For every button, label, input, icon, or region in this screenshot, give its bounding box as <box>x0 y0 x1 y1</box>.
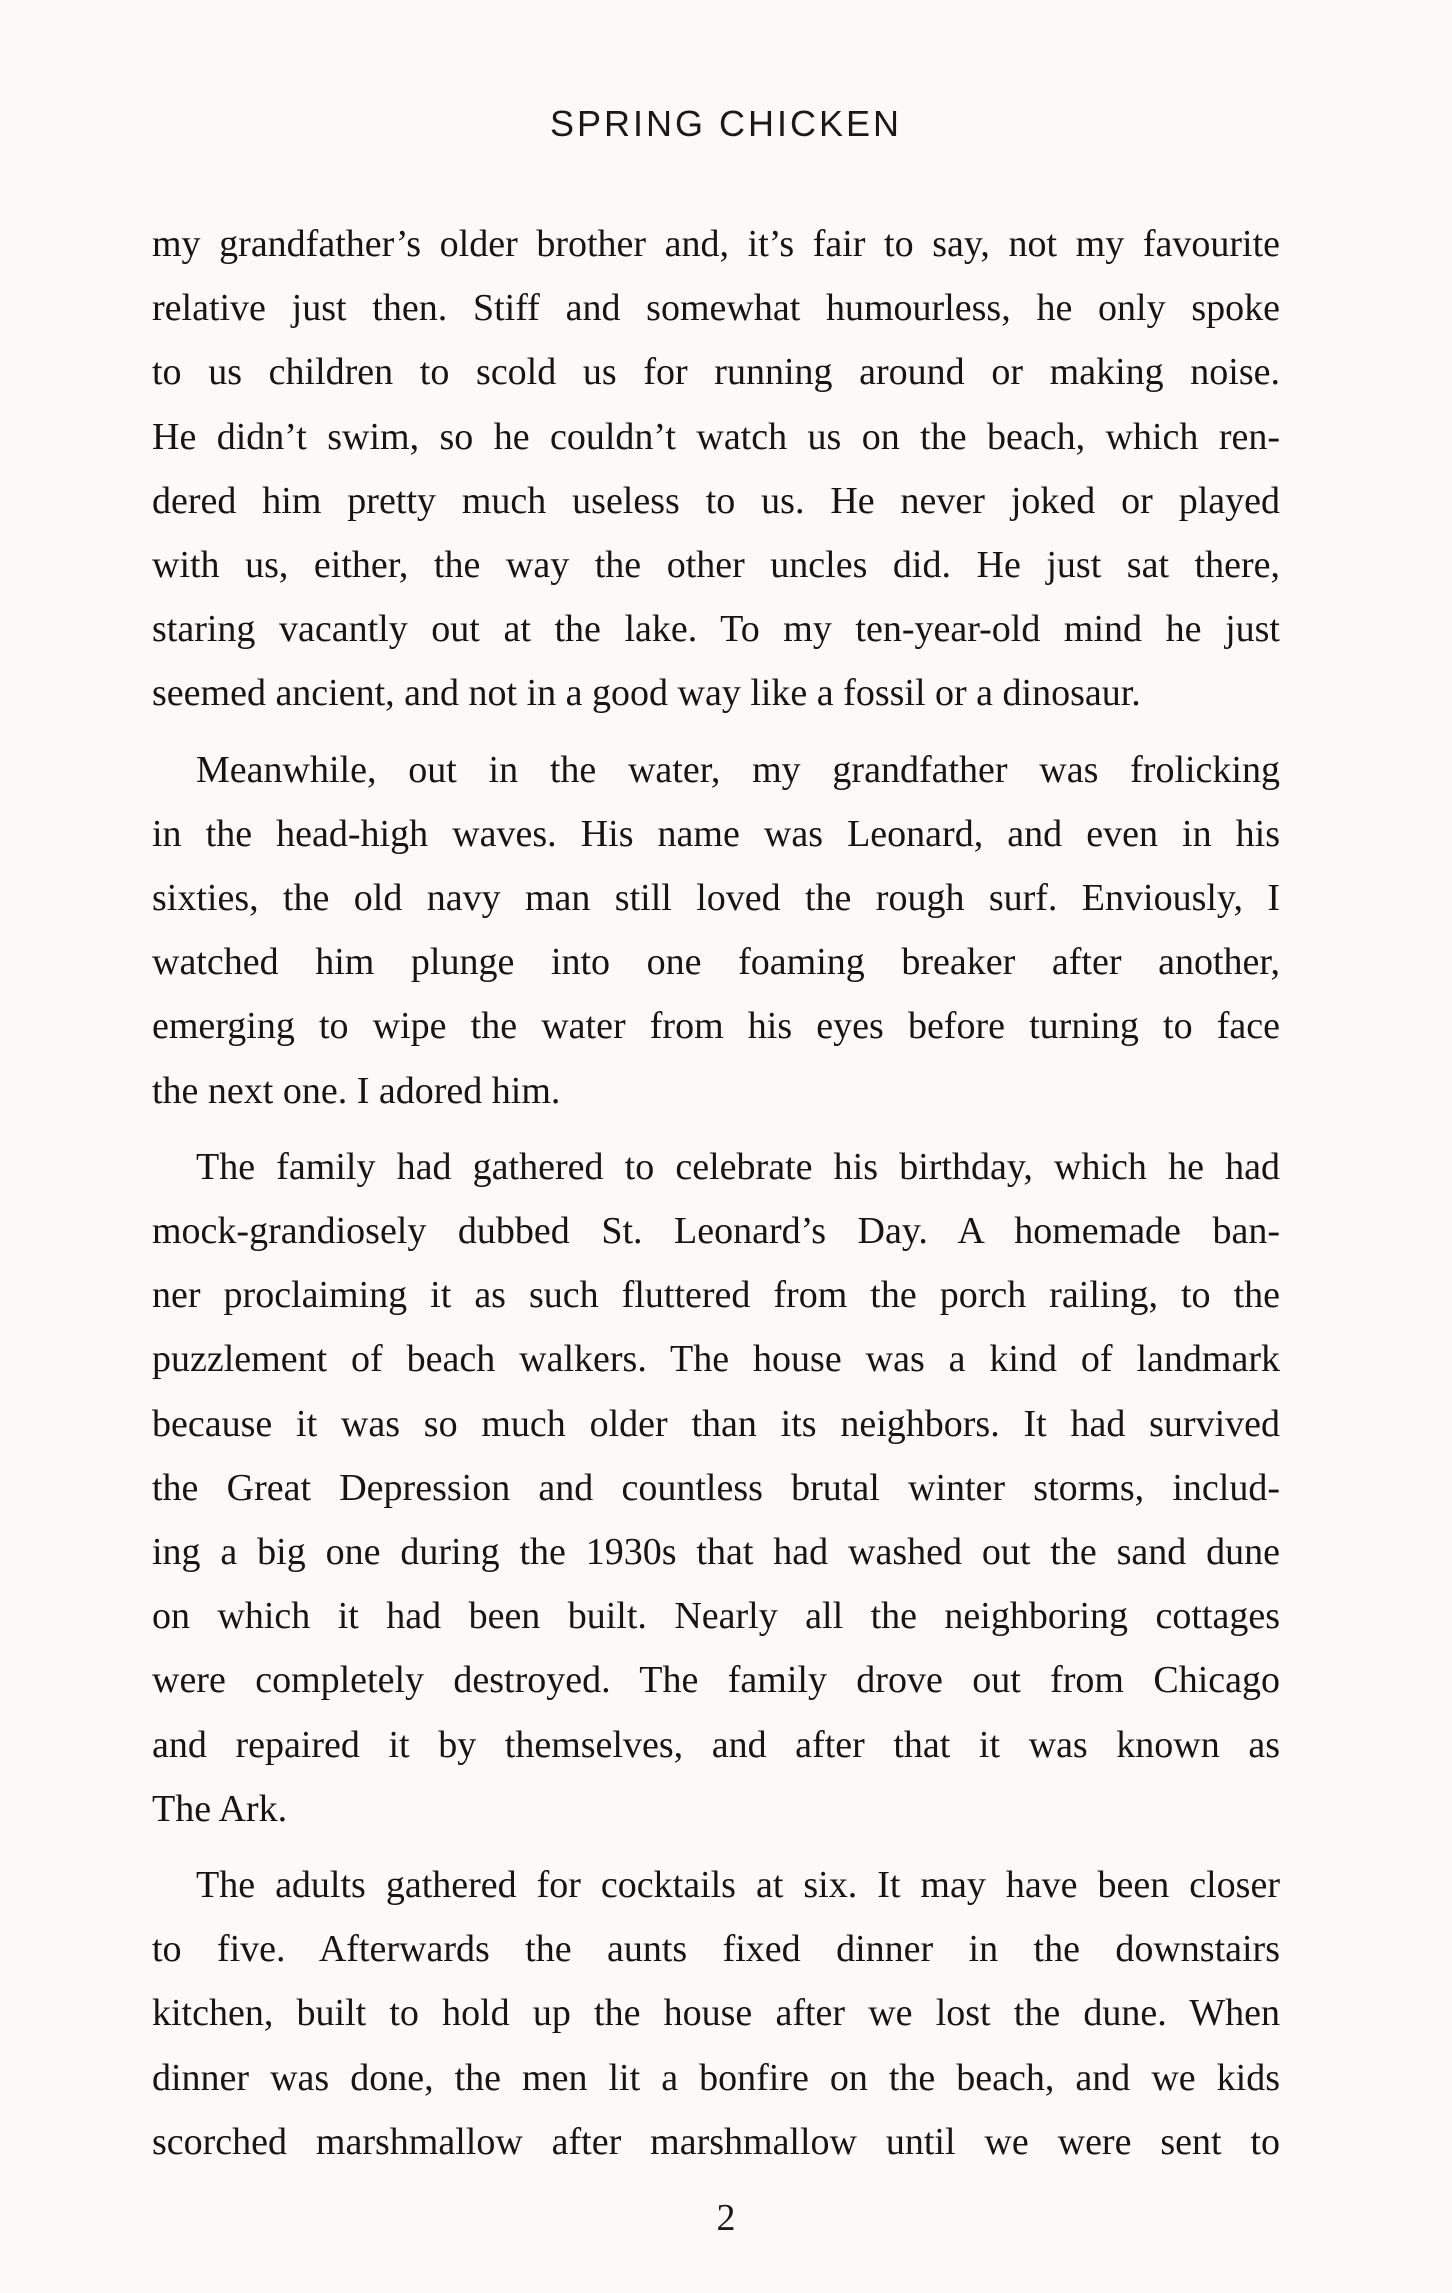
text-line: with us, either, the way the other uncles did. He just sat there, <box>152 544 1280 587</box>
running-head: SPRING CHICKEN <box>549 103 903 144</box>
text-line: The Ark. <box>152 1787 288 1830</box>
text-line: The family had gathered to celebrate his birthday, which he had <box>196 1145 1280 1188</box>
paragraph <box>152 1135 1280 1841</box>
text-line: seemed ancient, and not in a good way like a fossil or a dinosaur. <box>152 672 1141 715</box>
text-line: kitchen, built to hold up the house after we lost the dune. When <box>152 1992 1280 2035</box>
text-line: staring vacantly out at the lake. To my ten-year-old mind he just <box>152 608 1280 651</box>
text-line: to us children to scold us for running around or making noise. <box>152 351 1280 394</box>
text-line: to five. Afterwards the aunts fixed dinner in the downstairs <box>152 1928 1280 1971</box>
text-line: because it was so much older than its neighbors. It had survived <box>152 1402 1280 1445</box>
text-line: and repaired it by themselves, and after that it was known as <box>152 1723 1280 1766</box>
page-number: 2 <box>716 2197 736 2239</box>
text-line: puzzlement of beach walkers. The house was a kind of landmark <box>152 1338 1280 1381</box>
text-line: scorched marshmallow after marshmallow until we were sent to <box>152 2120 1280 2163</box>
text-line: He didn’t swim, so he couldn’t watch us on the beach, which ren- <box>152 415 1280 458</box>
text-line: The adults gathered for cocktails at six. It may have been closer <box>196 1864 1280 1907</box>
text-line: watched him plunge into one foaming breaker after another, <box>152 941 1280 984</box>
text-line: dered him pretty much useless to us. He never joked or played <box>152 479 1280 522</box>
body-text <box>152 212 1280 2186</box>
text-line: dinner was done, the men lit a bonfire on the beach, and we kids <box>152 2056 1280 2099</box>
paragraph <box>152 1853 1280 2174</box>
text-line: in the head-high waves. His name was Leonard, and even in his <box>152 812 1280 855</box>
paragraph <box>152 738 1280 1123</box>
text-line: mock-grandiosely dubbed St. Leonard’s Day. A homemade ban- <box>152 1210 1280 1253</box>
text-line: sixties, the old navy man still loved the rough surf. Enviously, I <box>152 877 1280 920</box>
text-line: the Great Depression and countless brutal winter storms, includ- <box>152 1466 1280 1509</box>
text-line: Meanwhile, out in the water, my grandfather was frolicking <box>196 748 1280 791</box>
text-line: on which it had been built. Nearly all the neighboring cottages <box>152 1595 1280 1638</box>
paragraph <box>152 212 1280 726</box>
text-line: were completely destroyed. The family drove out from Chicago <box>152 1659 1280 1702</box>
text-line: the next one. I adored him. <box>152 1069 561 1112</box>
text-line: emerging to wipe the water from his eyes before turning to face <box>152 1005 1280 1048</box>
text-line: my grandfather’s older brother and, it’s fair to say, not my favourite <box>152 223 1280 265</box>
text-line: relative just then. Stiff and somewhat humourless, he only spoke <box>152 287 1280 330</box>
text-line: ing a big one during the 1930s that had washed out the sand dune <box>152 1531 1280 1574</box>
text-line: ner proclaiming it as such fluttered from the porch railing, to the <box>152 1274 1280 1317</box>
